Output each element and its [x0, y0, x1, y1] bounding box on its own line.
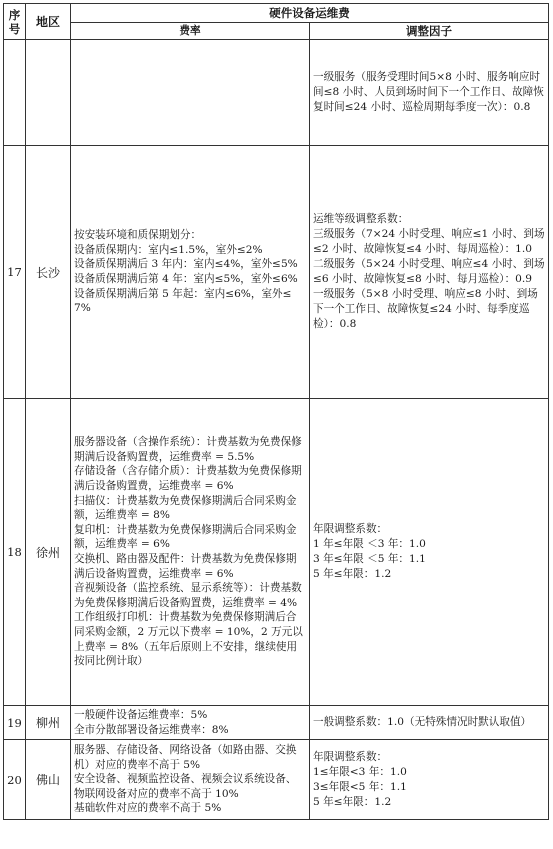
header-group: 硬件设备运维费 [71, 4, 549, 23]
rate-line: 基础软件对应的费率不高于 5% [74, 802, 222, 815]
table-row [4, 399, 549, 706]
factor-line: 5 年≤年限：1.2 [313, 568, 392, 580]
table-header-row [4, 4, 549, 23]
factor-line: 三级服务（7×24 小时受理、响应≤1 小时、到场≤2 小时、故障恢复≤4 小时、每周巡检）：1.0 [313, 228, 545, 255]
rate-line: 设备质保期内：室内≤1.5%，室外≤2% [74, 243, 263, 256]
factor-line: 一级服务（5×8 小时受理、响应≤8 小时、到场下一个工作日、故障恢复≤24 小时、每季度巡检）：0.8 [313, 288, 538, 330]
row-factor [310, 40, 549, 146]
maintenance-fee-table [3, 3, 549, 820]
factor-line: 一般调整系数：1.0（无特殊情况时默认取值） [313, 716, 532, 728]
rate-line: 复印机：计费基数为免费保修期满后合同采购金额，运维费率 = 6% [74, 523, 297, 551]
factor-line: 5 年≤年限：1.2 [313, 795, 392, 808]
row-rate [71, 40, 310, 146]
factor-line: 运维等级调整系数： [313, 213, 409, 225]
header-no: 序号 [4, 4, 26, 40]
rate-line: 服务器设备（含操作系统）：计费基数为免费保修期满后设备购置费，运维费率 = 5.5% [74, 436, 302, 463]
row-no: 19 [4, 706, 26, 740]
document-page [3, 3, 549, 820]
row-area [26, 40, 71, 146]
rate-line: 安全设备、视频监控设备、视频会议系统设备、物联网设备对应的费率不高于 10% [74, 773, 297, 800]
row-rate [71, 740, 310, 820]
row-no: 17 [4, 146, 26, 399]
rate-line: 设备质保期满后第 4 年：室内≤5%，室外≤6% [74, 273, 298, 285]
factor-line: 3≤年限<5 年：1.1 [313, 780, 407, 793]
row-area: 佛山 [26, 740, 71, 820]
rate-line: 工作组级打印机：计费基数为免费保修期满后合同采购金额，2 万元以下费率 = 10%，2 万元以上费率 = 8%（五年后原则上不安排，继续使用按同比例计取） [74, 611, 303, 668]
row-area: 长沙 [26, 146, 71, 399]
rate-line: 服务器、存储设备、网络设备（如路由器、交换机）对应的费率不高于 5% [74, 744, 297, 771]
rate-line: 设备质保期满后 3 年内：室内≤4%，室外≤5% [74, 258, 298, 271]
row-area: 徐州 [26, 399, 71, 706]
factor-line: 1 年≤年限 ＜3 年：1.0 [313, 538, 426, 550]
factor-line: 一级服务（服务受理时间5×8 小时、服务响应时间≤8 小时、人员到场时间下一个工作日、故障恢复时间≤24 小时、巡检周期每季度一次）：0.8 [313, 71, 544, 113]
row-no: 18 [4, 399, 26, 706]
factor-line: 年限调整系数： [313, 523, 388, 535]
header-area: 地区 [26, 4, 71, 40]
factor-line: 3 年≤年限 ＜5 年：1.1 [313, 553, 426, 565]
row-no: 20 [4, 740, 26, 820]
rate-line: 扫描仪：计费基数为免费保修期满后合同采购金额，运维费率 = 8% [74, 494, 297, 522]
header-rate: 费率 [71, 23, 310, 40]
rate-line: 全市分散部署设备运维费率：8% [74, 723, 229, 736]
factor-line: 1≤年限<3 年：1.0 [313, 765, 407, 778]
row-factor [310, 706, 549, 740]
factor-line: 年限调整系数： [313, 750, 388, 763]
table-row [4, 706, 549, 740]
header-factor: 调整因子 [310, 23, 549, 40]
rate-line: 交换机、路由器及配件：计费基数为免费保修期满后设备购置费，运维费率 = 6% [74, 553, 297, 580]
row-rate [71, 399, 310, 706]
factor-line: 二级服务（5×24 小时受理、响应≤4 小时、到场≤6 小时、故障恢复≤8 小时、每月巡检）：0.9 [313, 258, 545, 285]
row-factor [310, 399, 549, 706]
rate-line: 一般硬件设备运维费率：5% [74, 708, 208, 721]
row-rate [71, 146, 310, 399]
row-factor [310, 146, 549, 399]
row-no [4, 40, 26, 146]
rate-line: 存储设备（含存储介质）：计费基数为免费保修期满后设备购置费，运维费率 = 6% [74, 465, 302, 493]
row-factor [310, 740, 549, 820]
rate-line: 按安装环境和质保期划分： [74, 229, 202, 242]
table-subheader-row [4, 23, 549, 40]
table-row [4, 740, 549, 820]
table-row [4, 146, 549, 399]
row-area: 柳州 [26, 706, 71, 740]
rate-line: 设备质保期满后第 5 年起：室内≤6%，室外≤7% [74, 287, 292, 315]
rate-line: 音视频设备（监控系统、显示系统等）：计费基数为免费保修期满后设备购置费，运维费率 = 4% [74, 582, 302, 609]
table-row [4, 40, 549, 146]
row-rate [71, 706, 310, 740]
